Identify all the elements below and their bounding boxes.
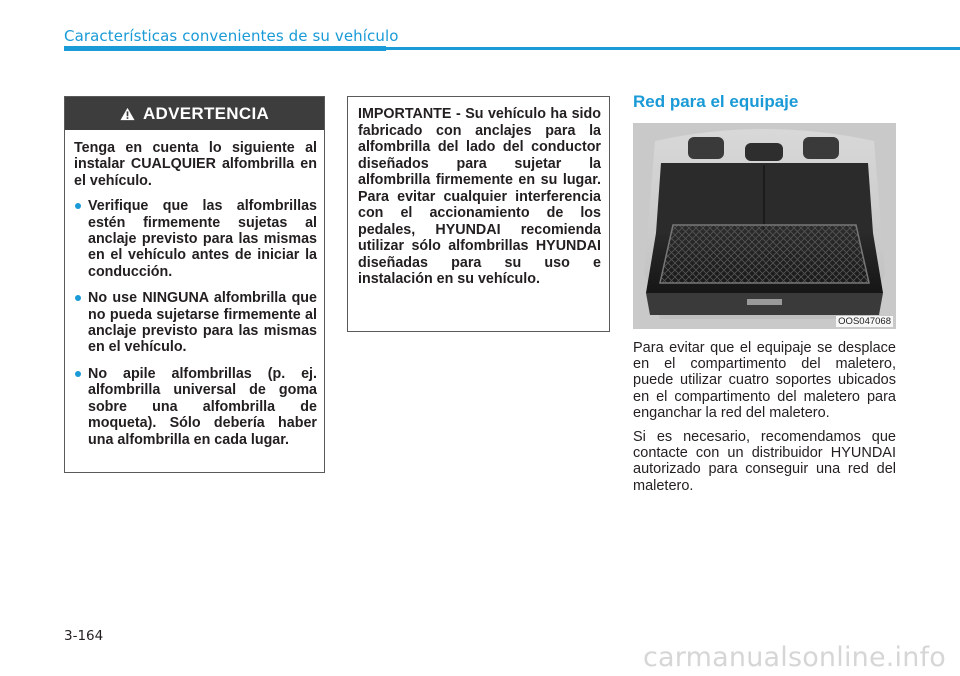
page-number: 3-164 xyxy=(64,628,104,644)
bullet-icon xyxy=(75,371,81,377)
chapter-title: Características convenientes de su vehículo xyxy=(64,27,399,45)
warning-header xyxy=(65,97,324,130)
cargo-net-photo xyxy=(633,123,896,329)
warning-item: No apile alfombrillas (p. ej. alfombrilla universal de goma sobre una alfombrilla de moqueta). Sólo debería haber una alfombrilla en cada lugar. xyxy=(74,366,317,448)
warning-item: No use NINGUNA alfombrilla que no pueda sujetarse firmemente al anclaje previsto para las mismas en el vehículo. xyxy=(74,290,317,356)
warning-body xyxy=(65,130,324,448)
section-title: Red para el equipaje xyxy=(633,92,799,111)
warning-intro: Tenga en cuenta lo siguiente al instalar CUALQUIER alfombrilla en el vehículo. xyxy=(74,140,317,189)
important-notice: IMPORTANTE - Su vehículo ha sido fabricado con anclajes para la alfombrilla del lado del conductor diseñados para sujetar la alfombrilla firmemente en su lugar. Para evitar cualquier interferencia con el accionamiento de los pedales, HYUNDAI recomienda utilizar sólo alfombrillas HYUNDAI diseñadas para su uso e instalación en su vehículo. xyxy=(347,96,610,332)
warning-box xyxy=(64,96,325,473)
warning-title: ADVERTENCIA xyxy=(142,103,270,123)
bullet-icon xyxy=(75,203,81,209)
image-code: OOS047068 xyxy=(838,316,891,327)
warning-triangle-icon xyxy=(120,107,135,121)
paragraph: Si es necesario, recomendamos que contacte con un distribuidor HYUNDAI autorizado para conseguir una red del maletero. xyxy=(633,429,896,494)
header-divider xyxy=(64,47,960,50)
cargo-net-description xyxy=(633,340,896,502)
warning-list xyxy=(74,198,317,448)
cargo-area-illustration xyxy=(633,123,896,329)
watermark: carmanualsonline.info xyxy=(643,642,946,673)
warning-item: Verifique que las alfombrillas estén firmemente sujetas al anclaje previsto para las mismas en el vehículo antes de iniciar la conducción. xyxy=(74,198,317,280)
paragraph: Para evitar que el equipaje se desplace en el compartimento del maletero, puede utilizar cuatro soportes ubicados en el compartimento del maletero para enganchar la red del maletero. xyxy=(633,340,896,421)
bullet-icon xyxy=(75,295,81,301)
